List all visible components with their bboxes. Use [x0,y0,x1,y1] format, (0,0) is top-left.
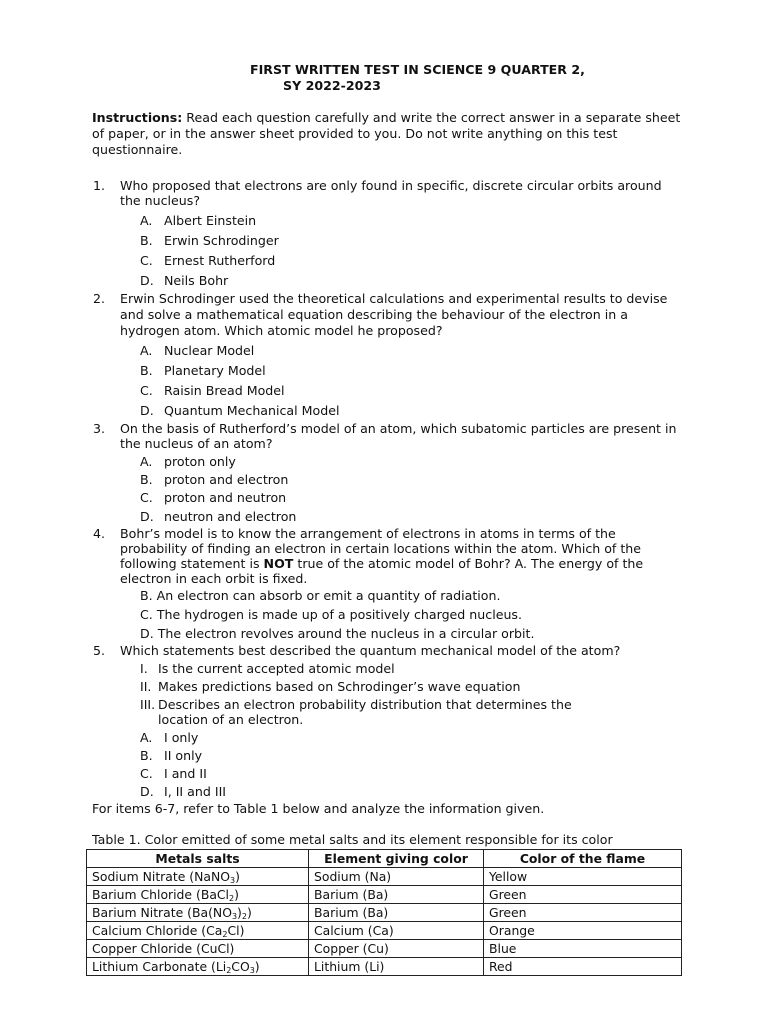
option-text: proton only [164,454,236,469]
option-text: Nuclear Model [164,343,255,358]
salt-text: ) [237,905,242,920]
option-text: I only [164,730,199,745]
question-number: 2. [93,291,106,306]
table-row [87,886,682,904]
element-cell: Barium (Ba) [309,886,484,904]
question-text: Which statements best described the quantum mechanical model of the atom? [120,643,621,658]
salt-text: Copper Chloride (CuCl) [92,941,235,956]
option-letter: B. [140,363,153,378]
option-b [140,748,202,763]
items-note: For items 6-7, refer to Table 1 below and analyze the information given. [92,801,545,816]
option-b [140,472,288,487]
salt-text: Calcium Chloride (Ca [92,923,223,938]
option-letter: C. [140,766,153,781]
option-letter: D. [140,784,154,799]
statement-i-text: Is the current accepted atomic model [158,661,395,676]
option-text: Planetary Model [164,363,266,378]
option-text: The electron revolves around the nucleus in a circular orbit. [157,626,535,641]
option-letter: A. [140,213,153,228]
metal-salts-table [86,849,682,976]
option-letter: D. [140,273,154,288]
option-b [140,363,266,378]
element-cell: Lithium (Li) [309,958,484,976]
statement-ii-number: II. [140,679,152,694]
question-number: 5. [93,643,106,658]
instructions-text: Read each question carefully and write the correct answer in a separate sheet of paper, or in the answer sheet provided to you. Do not write anything on this test questionnaire. [92,110,681,157]
option-c [140,253,275,268]
option-text: An electron can absorb or emit a quantity of radiation. [156,588,501,603]
header-flame-color: Color of the flame [484,850,682,868]
option-a [140,213,256,228]
option-text: Erwin Schrodinger [164,233,279,248]
option-letter: A. [140,730,153,745]
salt-text: Barium Nitrate (Ba(NO [92,905,232,920]
option-letter: B. [140,472,153,487]
option-d [140,403,339,418]
option-text: Quantum Mechanical Model [164,403,340,418]
question-number: 3. [93,421,106,436]
color-cell: Blue [484,940,682,958]
option-letter: A. [140,343,153,358]
element-cell: Copper (Cu) [309,940,484,958]
salt-cell [87,940,309,958]
option-text: I and II [164,766,207,781]
option-letter: D. [140,403,154,418]
option-letter: B. [140,233,153,248]
option-b [140,233,279,248]
option-text: Raisin Bread Model [164,383,285,398]
question-text: On the basis of Rutherford’s model of an atom, which subatomic particles are present in the nucleus of an atom? [120,421,677,451]
subscript: 2 [226,966,232,975]
color-cell: Green [484,886,682,904]
statement-ii-text: Makes predictions based on Schrodinger’s wave equation [158,679,521,694]
option-b [140,588,500,603]
option-text: Ernest Rutherford [164,253,276,268]
option-text: Neils Bohr [164,273,229,288]
option-letter: D. [140,626,154,641]
salt-text: ) [234,887,239,902]
table-header-row [87,850,682,868]
subscript: 2 [229,894,235,903]
option-c [140,766,207,781]
salt-text: Barium Chloride (BaCl [92,887,230,902]
color-cell: Orange [484,922,682,940]
option-c [140,607,522,622]
instructions-label: Instructions: [92,110,183,125]
test-title: FIRST WRITTEN TEST IN SCIENCE 9 QUARTER 2, [250,62,585,77]
option-a [140,454,236,469]
salt-cell [87,958,309,976]
table-row [87,904,682,922]
question-number: 1. [93,178,106,193]
school-year: SY 2022-2023 [283,78,381,93]
option-letter: C. [140,490,153,505]
subscript: 2 [241,912,247,921]
table-row [87,940,682,958]
question-text: Erwin Schrodinger used the theoretical calculations and experimental results to devise and solve a mathematical equation describing the behaviour of the electron in a hydrogen atom. Which atomic model he proposed? [120,291,668,338]
option-text: neutron and electron [164,509,297,524]
option-c [140,490,286,505]
table-row [87,922,682,940]
salt-text: Sodium Nitrate (NaNO [92,869,231,884]
option-text: Albert Einstein [164,213,257,228]
option-a [140,343,254,358]
emphasis-not: NOT [263,556,294,571]
subscript: 3 [231,912,238,921]
salt-cell [87,886,309,904]
instructions [92,110,682,158]
color-cell: Green [484,904,682,922]
option-a [140,730,198,745]
option-letter: A. [140,454,153,469]
option-letter: D. [140,509,154,524]
salt-text: ) [254,959,260,974]
subscript: 3 [249,966,255,975]
header-metal-salts: Metals salts [87,850,309,868]
salt-text: CO [231,959,250,974]
header-element: Element giving color [309,850,484,868]
salt-cell [87,868,309,886]
option-d [140,273,228,288]
salt-cell [87,922,309,940]
option-text: proton and neutron [164,490,287,505]
option-text: The hydrogen is made up of a positively charged nucleus. [156,607,522,622]
table-caption: Table 1. Color emitted of some metal salts and its element responsible for its color [92,832,613,847]
option-letter: C. [140,607,153,622]
question-number: 4. [93,526,106,541]
element-cell: Barium (Ba) [309,904,484,922]
option-c [140,383,285,398]
question-text: Who proposed that electrons are only found in specific, discrete circular orbits around the nucleus? [120,178,662,208]
color-cell: Red [484,958,682,976]
table-row [87,868,682,886]
option-d [140,509,296,524]
color-cell: Yellow [484,868,682,886]
statement-iii-text: Describes an electron probability distribution that determines the location of an electron. [158,697,572,727]
option-text: I, II and III [164,784,226,799]
salt-cell [87,904,309,922]
statement-i-number: I. [140,661,148,676]
question-text-part: Bohr’s model is to know the arrangement of electrons in atoms in terms of the probability of finding an electron in certain locations within the atom. Which of the following statement is [120,526,642,571]
subscript: 2 [222,930,228,939]
option-letter: B. [140,588,153,603]
salt-text: ) [235,869,240,884]
salt-text: ) [246,905,252,920]
element-cell: Calcium (Ca) [309,922,484,940]
table-row [87,958,682,976]
option-text: II only [164,748,203,763]
option-letter: C. [140,253,153,268]
salt-text: Lithium Carbonate (Li [92,959,227,974]
question-text-part: true of the atomic model of Bohr? A. The energy of the electron in each orbit is fixed. [120,556,644,586]
option-d [140,784,226,799]
option-letter: B. [140,748,153,763]
question-text [120,526,685,586]
salt-text: Cl [227,923,240,938]
salt-text: ) [239,923,245,938]
statement-iii-number: III. [140,697,156,712]
option-letter: C. [140,383,153,398]
option-d [140,626,534,641]
option-text: proton and electron [164,472,289,487]
subscript: 3 [230,876,236,885]
element-cell: Sodium (Na) [309,868,484,886]
